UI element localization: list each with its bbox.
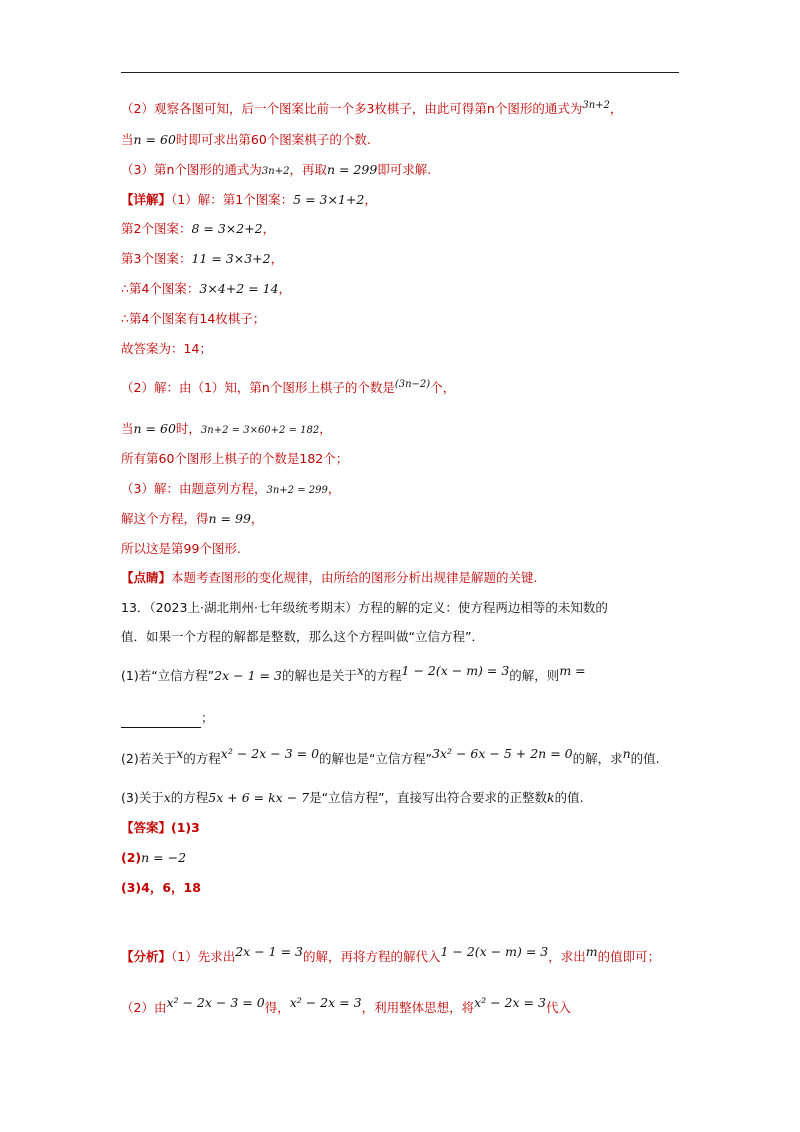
detail-line-2: 第2个图案：8 = 3×2+2， <box>121 221 276 236</box>
problem-13-q1: (1)若“立信方程”2x − 1 = 3的解也是关于x的方程1 − 2(x − m) = 3的解，则m = <box>121 663 586 683</box>
detail-line-12: 所以这是第99个图形. <box>121 541 241 556</box>
problem-13-q3: (3)关于x的方程5x + 6 = kx − 7是“立信方程”，直接写出符合要求的正整数k的值. <box>121 790 584 805</box>
problem-13-line-1: 13．（2023上·湖北荆州·七年级统考期末）方程的解的定义：使方程两边相等的未知数的 <box>121 600 608 615</box>
analysis-line-2-cont: 当n = 60时即可求出第60个图案棋子的个数. <box>121 132 371 147</box>
header-rule <box>121 72 679 73</box>
detail-line-5: ∴第4个图案有14枚棋子； <box>121 311 266 326</box>
analysis-line-3: （3）第n个图形的通式为3n+2，再取n = 299即可求解. <box>121 162 432 177</box>
problem-13-q1-blank: ； <box>121 708 214 728</box>
answer-line-1: 【答案】(1)3 <box>121 820 200 835</box>
problem-13-q2: (2)若关于x的方程x² − 2x − 3 = 0的解也是“立信方程”3x² − 6x − 5 + 2n = 0的解，求n的值. <box>121 746 660 766</box>
detail-line-8: 当n = 60时，3n+2 = 3×60+2 = 182， <box>121 421 332 436</box>
answer-line-3: (3)4，6，18 <box>121 880 201 895</box>
detail-line-11: 解这个方程，得n = 99， <box>121 511 264 526</box>
detail-line-6: 故答案为：14； <box>121 341 212 356</box>
detail-line-4: ∴第4个图案：3×4+2 = 14， <box>121 281 292 296</box>
answer-line-2: (2)n = −2 <box>121 850 187 865</box>
problem-13-line-2: 值．如果一个方程的解都是整数，那么这个方程叫做“立信方程”． <box>121 629 484 644</box>
analysis-13-line-1: 【分析】（1）先求出2x − 1 = 3的解，再将方程的解代入1 − 2(x − m) = 3，求出m的值即可； <box>121 944 661 964</box>
review-line: 【点睛】本题考查图形的变化规律，由所给的图形分析出规律是解题的关键. <box>121 570 538 585</box>
answer-blank[interactable] <box>121 713 201 728</box>
detail-line-9: 所有第60个图形上棋子的个数是182个； <box>121 451 349 466</box>
detail-line-1: 【详解】（1）解：第1个图案：5 = 3×1+2， <box>121 192 377 207</box>
analysis-line-2: （2）观察各图可知，后一个图案比前一个多3枚棋子，由此可得第n个图形的通式为$^{3n+2}$， <box>121 100 623 116</box>
detail-line-7: （2）解：由（1）知，第n个图形上棋子的个数是$^{(3n-2)}$个， <box>121 379 456 395</box>
analysis-13-line-2: （2）由x² − 2x − 3 = 0得，x² − 2x = 3，利用整体思想，将x² − 2x = 3代入 <box>121 995 571 1015</box>
detail-line-10: （3）解：由题意列方程，3n+2 = 299， <box>121 481 341 496</box>
detail-line-3: 第3个图案：11 = 3×3+2， <box>121 251 284 266</box>
